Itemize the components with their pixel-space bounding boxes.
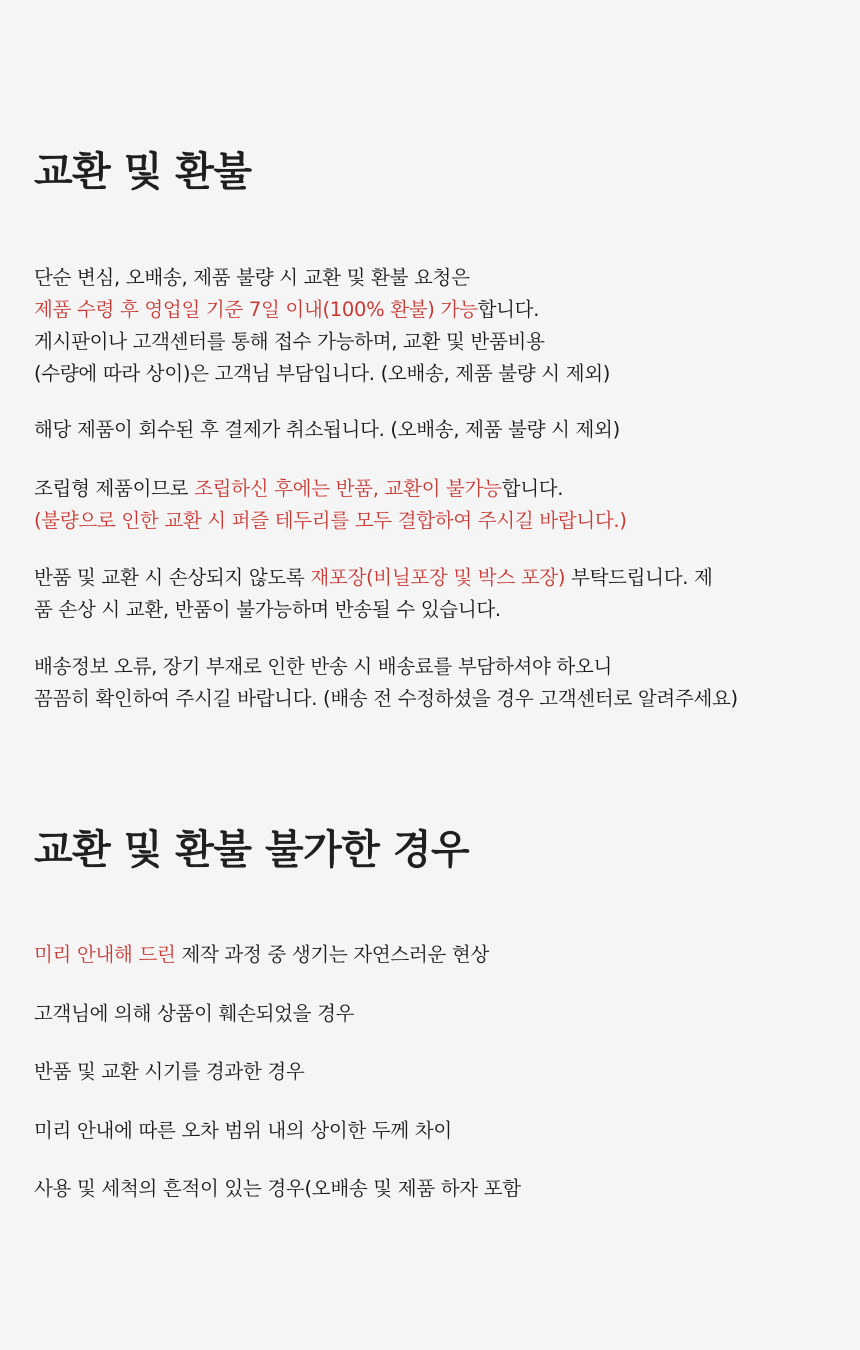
policy-text: 조립형 제품이므로 xyxy=(34,477,195,500)
policy-line xyxy=(34,939,834,971)
policy-line: 미리 안내에 따른 오차 범위 내의 상이한 두께 차이 xyxy=(34,1119,452,1142)
policy-text: 합니다. xyxy=(501,477,564,500)
policy-line: 품 손상 시 교환, 반품이 불가능하며 반송될 수 있습니다. xyxy=(34,598,501,621)
highlight-text: 재포장(비닐포장 및 박스 포장) xyxy=(310,566,566,589)
highlight-text: 제품 수령 후 영업일 기준 7일 이내(100% 환불) 가능 xyxy=(34,298,478,321)
policy-line: (수량에 따라 상이)은 고객님 부담입니다. (오배송, 제품 불량 시 제외) xyxy=(34,362,611,385)
exchange-refund-paragraph-4 xyxy=(34,562,834,626)
policy-text: 부탁드립니다. 제 xyxy=(565,566,713,589)
exchange-refund-title: 교환 및 환불 xyxy=(34,149,252,195)
policy-line xyxy=(34,473,834,505)
policy-line: 배송정보 오류, 장기 부재로 인한 반송 시 배송료를 부담하셔야 하오니 xyxy=(34,655,613,678)
policy-line xyxy=(34,562,834,594)
exchange-refund-paragraph-3 xyxy=(34,473,834,537)
policy-text: 반품 및 교환 시 손상되지 않도록 xyxy=(34,566,311,589)
policy-text: 제작 과정 중 생기는 자연스러운 현상 xyxy=(175,943,490,966)
policy-line: 단순 변심, 오배송, 제품 불량 시 교환 및 환불 요청은 xyxy=(34,266,470,289)
exchange-refund-paragraph-2 xyxy=(34,414,834,446)
not-allowed-item xyxy=(34,1173,834,1205)
exchange-refund-paragraph-1 xyxy=(34,262,834,390)
not-allowed-item xyxy=(34,1115,834,1147)
policy-line: 게시판이나 고객센터를 통해 접수 가능하며, 교환 및 반품비용 xyxy=(34,330,545,353)
exchange-refund-paragraph-5 xyxy=(34,651,834,715)
not-allowed-title: 교환 및 환불 불가한 경우 xyxy=(34,827,470,873)
policy-line: 꼼꼼히 확인하여 주시길 바랍니다. (배송 전 수정하셨을 경우 고객센터로 알려주세요) xyxy=(34,687,738,710)
policy-line xyxy=(34,294,834,326)
policy-text: 합니다. xyxy=(477,298,540,321)
highlight-text: 미리 안내해 드린 xyxy=(34,943,176,966)
policy-line: 사용 및 세척의 흔적이 있는 경우(오배송 및 제품 하자 포함 xyxy=(34,1177,521,1200)
policy-line: 반품 및 교환 시기를 경과한 경우 xyxy=(34,1060,305,1083)
policy-line: 해당 제품이 회수된 후 결제가 취소됩니다. (오배송, 제품 불량 시 제외) xyxy=(34,418,620,441)
policy-line: 고객님에 의해 상품이 훼손되었을 경우 xyxy=(34,1002,355,1025)
not-allowed-item xyxy=(34,1056,834,1088)
not-allowed-item xyxy=(34,998,834,1030)
highlight-line: (불량으로 인한 교환 시 퍼즐 테두리를 모두 결합하여 주시길 바랍니다.) xyxy=(34,509,627,532)
highlight-text: 조립하신 후에는 반품, 교환이 불가능 xyxy=(194,477,502,500)
not-allowed-item xyxy=(34,939,834,971)
